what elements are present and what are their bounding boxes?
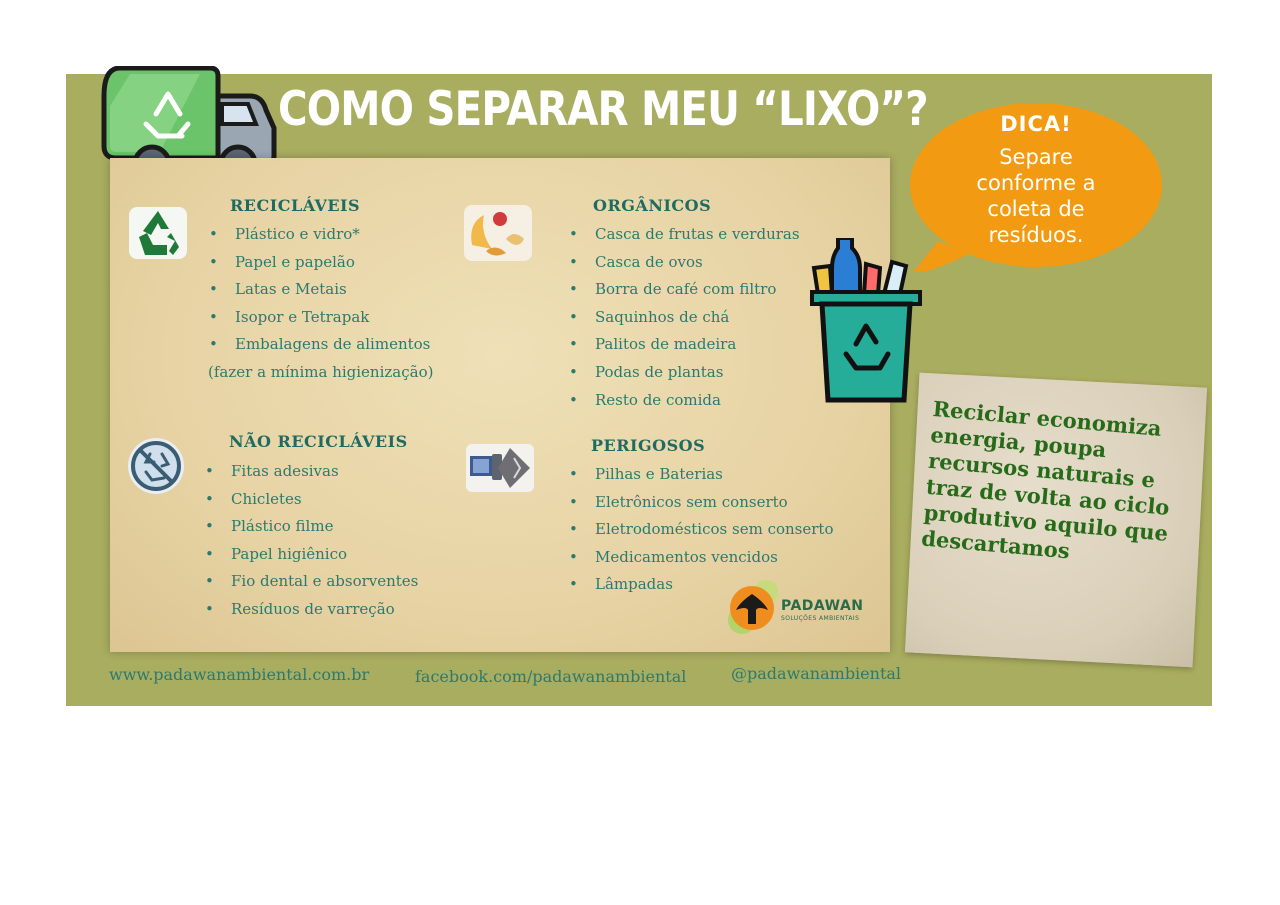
list-item: • Casca de ovos: [595, 249, 800, 277]
tip-text-block: [908, 112, 1164, 248]
list-item: • Papel higiênico: [231, 541, 418, 569]
list-item: • Embalagens de alimentos: [235, 331, 430, 359]
recycling-bin-icon: [808, 238, 924, 404]
no-recycle-icon: [124, 436, 188, 496]
list-item: • Saquinhos de chá: [595, 304, 800, 332]
electronics-icon: [464, 442, 536, 494]
list-item: • Latas e Metais: [235, 276, 430, 304]
note-card-text: Reciclar economiza energia, poupa recursos naturais e traz de volta ao ciclo produtivo aquilo que descartamos: [920, 396, 1171, 564]
list-item: • Fio dental e absorventes: [231, 568, 418, 596]
recycle-icon: [127, 205, 189, 261]
list-item: • Podas de plantas: [595, 359, 800, 387]
list-item: • Chicletes: [231, 486, 418, 514]
footer-instagram[interactable]: @padawanambiental: [731, 664, 902, 683]
list-item: • Eletrônicos sem conserto: [595, 489, 833, 517]
hygiene-note: (fazer a mínima higienização): [208, 363, 434, 381]
list-item: • Borra de café com filtro: [595, 276, 800, 304]
section-title-perigosos: PERIGOSOS: [591, 436, 706, 455]
list-item: • Isopor e Tetrapak: [235, 304, 430, 332]
list-item: • Plástico filme: [231, 513, 418, 541]
food-scraps-icon: [462, 203, 534, 263]
logo-subtitle: SOLUÇÕES AMBIENTAIS: [781, 615, 860, 622]
tip-title: DICA!: [1000, 112, 1072, 136]
footer-facebook[interactable]: facebook.com/padawanambiental: [415, 667, 687, 686]
list-item: • Pilhas e Baterias: [595, 461, 833, 489]
list-reciclaveis: [235, 221, 430, 359]
list-item: • Resto de comida: [595, 387, 800, 415]
list-item: • Medicamentos vencidos: [595, 544, 833, 572]
footer-website[interactable]: www.padawanambiental.com.br: [109, 665, 370, 684]
list-item: • Plástico e vidro*: [235, 221, 430, 249]
list-item: • Lâmpadas: [595, 571, 833, 599]
list-item: • Casca de frutas e verduras: [595, 221, 800, 249]
list-item: • Eletrodomésticos sem conserto: [595, 516, 833, 544]
section-title-organicos: ORGÂNICOS: [593, 196, 712, 215]
section-title-reciclaveis: RECICLÁVEIS: [230, 196, 361, 215]
page-title: COMO SEPARAR MEU “LIXO”?: [278, 82, 928, 137]
tip-body: Separe conforme a coleta de resíduos.: [976, 145, 1096, 247]
section-title-nao-reciclaveis: NÃO RECICLÁVEIS: [229, 432, 408, 451]
list-item: • Fitas adesivas: [231, 458, 418, 486]
list-item: • Palitos de madeira: [595, 331, 800, 359]
list-organicos: [595, 221, 800, 414]
list-nao-reciclaveis: [231, 458, 418, 624]
list-item: • Papel e papelão: [235, 249, 430, 277]
list-item: • Resíduos de varreção: [231, 596, 418, 624]
logo-name: PADAWAN: [781, 598, 864, 614]
